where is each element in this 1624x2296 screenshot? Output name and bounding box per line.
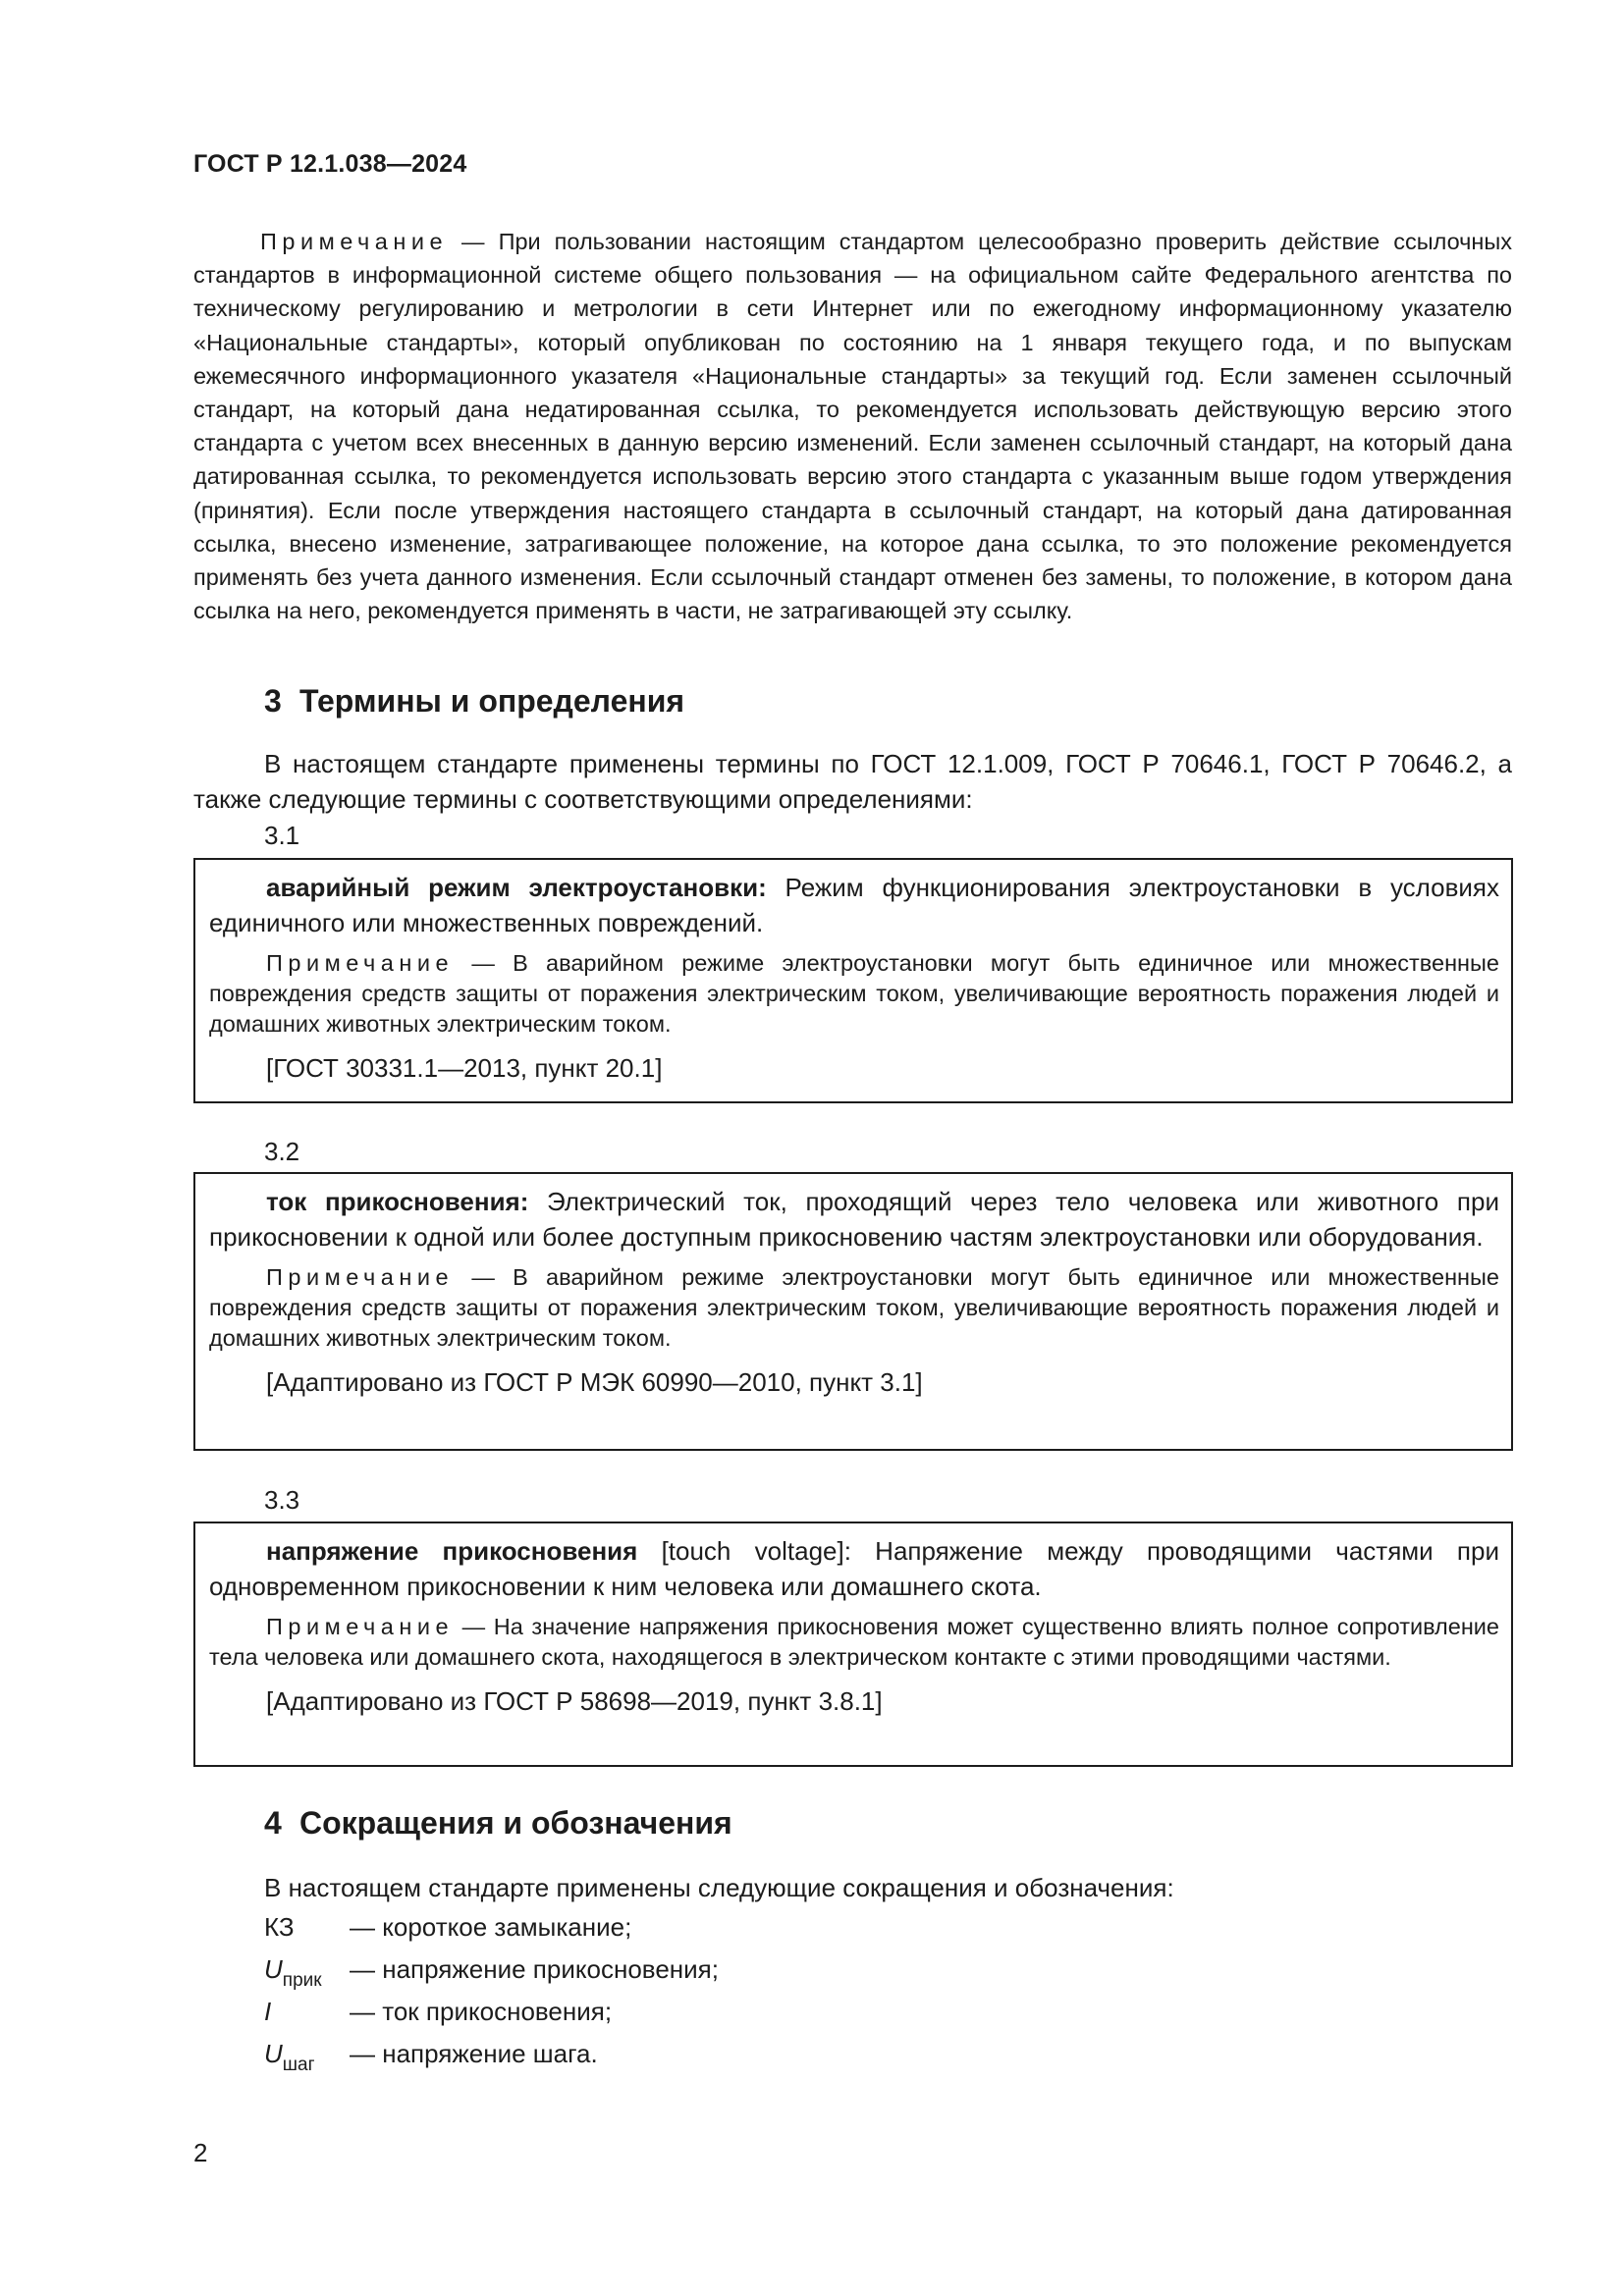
term-source: [ГОСТ 30331.1—2013, пункт 20.1] (266, 1053, 663, 1083)
term-name: аварийный режим электроустановки: (266, 873, 767, 902)
abbreviation-description: — напряжение прикосновения; (350, 1954, 719, 1984)
term-number: 3.2 (264, 1137, 300, 1166)
term-definition: ток прикосновения: Электрический ток, проходящий через тело человека или животного при прикосновении к одной или более доступным прикосновению частям электроустановки или оборудования. (209, 1187, 1499, 1252)
note-text: — При пользовании настоящим стандартом целесообразно проверить действие ссылочных стандартов в информационной системе общего пользования — на официальном сайте Федерального агентства по техническому регулированию и метрологии в сети Интернет или по ежегодному информационному указателю «Национальные стандарты», который опубликован по состоянию на 1 января текущего года, и по выпускам ежемесячного информационного указателя «Национальные стандарты» за текущий год. Если заменен ссылочный стандарт, на который дана недатированная ссылка, то рекомендуется использовать действующую версию этого стандарта с учетом всех внесенных в данную версию изменений. Если заменен ссылочный стандарт, на который дана датированная ссылка, то рекомендуется использовать версию этого стандарта с указанным выше годом утверждения (принятия). Если после утверждения настоящего стандарта в ссылочный стандарт, на который дана датированная ссылка, внесено изменение, затрагивающее положение, на которое дана ссылка, то это положение рекомендуется применять без учета данного изменения. Если ссылочный стандарт отменен без замены, то положение, в котором дана ссылка на него, рекомендуется применять в части, не затрагивающей эту ссылку. (193, 229, 1512, 624)
abbreviation-description: — короткое замыкание; (350, 1912, 632, 1942)
term-box-3-3 (193, 1522, 1513, 1767)
term-note: Примечание — В аварийном режиме электроустановки могут быть единичное или множественные повреждения средств защиты от поражения электрическим током, увеличивающие вероятность поражения людей и домашних животных электрическим током. (209, 950, 1499, 1037)
term-source: [Адаптировано из ГОСТ Р 58698—2019, пункт 3.8.1] (266, 1686, 883, 1716)
term-note: Примечание — В аварийном режиме электроустановки могут быть единичное или множественные повреждения средств защиты от поражения электрическим током, увеличивающие вероятность поражения людей и домашних животных электрическим током. (209, 1264, 1499, 1351)
abbreviation-symbol: КЗ (264, 1912, 295, 1942)
section-3-heading: 3 Термины и определения (264, 683, 685, 719)
term-number: 3.1 (264, 821, 300, 850)
term-name: напряжение прикосновения (266, 1536, 638, 1566)
abbreviation-symbol: $U_{прик}$ (264, 1954, 322, 1991)
section-4-heading: 4 Сокращения и обозначения (264, 1805, 732, 1841)
section-4-intro: В настоящем стандарте применены следующие сокращения и обозначения: (264, 1873, 1174, 1902)
term-definition: напряжение прикосновения [touch voltage]: Напряжение между проводящими частями при одновременном прикосновении к ним человека или домашнего скота. (209, 1536, 1499, 1601)
document-code: ГОСТ Р 12.1.038—2024 (193, 150, 467, 178)
section-3-intro: В настоящем стандарте применены термины по ГОСТ 12.1.009, ГОСТ Р 70646.1, ГОСТ Р 70646.2, а также следующие термины с соответствующими определениями: (193, 749, 1512, 814)
term-name: ток прикосновения: (266, 1187, 529, 1216)
term-box-3-2 (193, 1172, 1513, 1451)
page-number: 2 (193, 2138, 208, 2167)
intro-note (193, 225, 1512, 627)
abbreviation-symbol: $U_{шаг}$ (264, 2039, 315, 2075)
term-source: [Адаптировано из ГОСТ Р МЭК 60990—2010, пункт 3.1] (266, 1367, 923, 1397)
abbreviation-description: — напряжение шага. (350, 2039, 598, 2068)
term-definition: аварийный режим электроустановки: Режим функционирования электроустановки в условиях единичного или множественных повреждений. (209, 873, 1499, 937)
abbreviation-description: — ток прикосновения; (350, 1997, 613, 2026)
term-box-3-1 (193, 858, 1513, 1103)
note-label: Примечание (260, 229, 449, 254)
abbreviation-symbol: I (264, 1997, 272, 2026)
term-number: 3.3 (264, 1485, 300, 1515)
term-note: Примечание — На значение напряжения прикосновения может существенно влиять полное сопротивление тела человека или домашнего скота, находящегося в электрическом контакте с этими проводящими частями. (209, 1614, 1499, 1670)
